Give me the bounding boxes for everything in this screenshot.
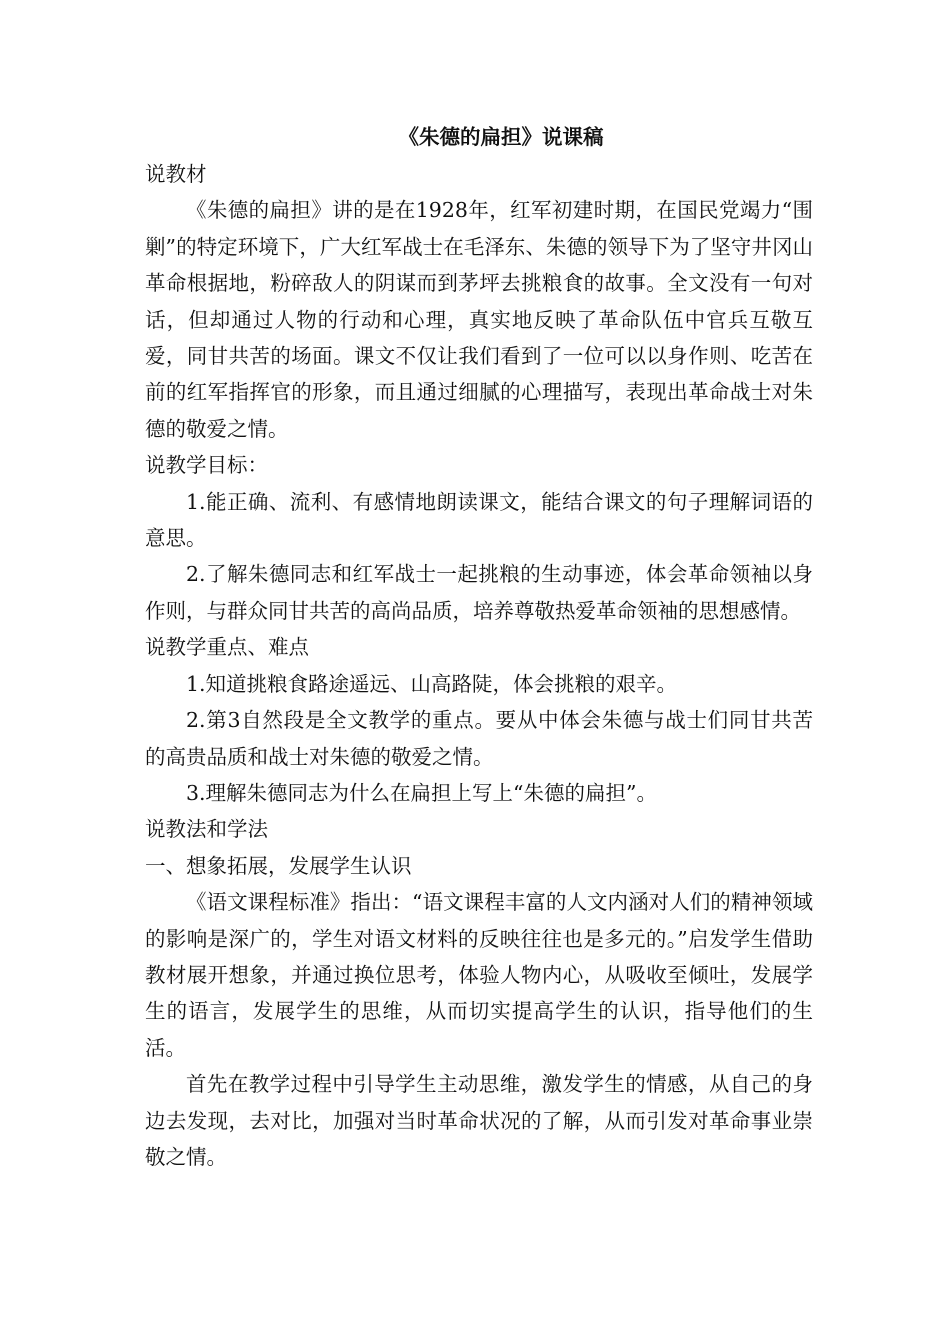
subheading-method-1: 一、想象拓展，发展学生认识 xyxy=(145,853,412,878)
paragraph-key-1: 1.知道挑粮食路途遥远、山高路陡，体会挑粮的艰辛。 xyxy=(186,671,678,696)
paragraph-key-3: 3.理解朱德同志为什么在扁担上写上“朱德的扁担”。 xyxy=(186,780,658,805)
paragraph-key-2: 2.第3自然段是全文教学的重点。要从中体会朱德与战士们同甘共苦的高贵品质和战士对朱德的敬爱之情。 xyxy=(145,708,813,769)
section-heading-material: 说教材 xyxy=(145,162,207,186)
section-heading-goals: 说教学目标： xyxy=(145,453,268,478)
paragraph-material: 《朱德的扁担》讲的是在1928年，红军初建时期，在国民党竭力“围剿”的特定环境下，广大红军战士在毛泽东、朱德的领导下为了坚守井冈山革命根据地，粉碎敌人的阴谋而到茅坪去挑粮食的故事。全文没有一句对话，但却通过人物的行动和心理，真实地反映了革命队伍中官兵互敬互爱，同甘共苦的场面。课文不仅让我们看到了一位可以以身作则、吃苦在前的红军指挥官的形象，而且通过细腻的心理描写，表现出革命战士对朱德的敬爱之情。 xyxy=(145,198,813,441)
paragraph-method-1: 《语文课程标准》指出：“语文课程丰富的人文内涵对人们的精神领域的影响是深广的，学生对语文材料的反映往往也是多元的。”启发学生借助教材展开想象，并通过换位思考，体验人物内心，从吸收至倾吐，发展学生的语言，发展学生的思维，从而切实提高学生的认识，指导他们的生活。 xyxy=(145,890,813,1060)
paragraph-goal-1: 1.能正确、流利、有感情地朗读课文，能结合课文的句子理解词语的意思。 xyxy=(145,489,813,551)
section-heading-key-points: 说教学重点、难点 xyxy=(145,635,309,660)
section-heading-methods: 说教法和学法 xyxy=(145,817,268,842)
document-title: 《朱德的扁担》说课稿 xyxy=(398,125,604,149)
paragraph-method-2: 首先在教学过程中引导学生主动思维，激发学生的情感，从自己的身边去发现，去对比，加强对当时革命状况的了解，从而引发对革命事业崇敬之情。 xyxy=(145,1072,813,1169)
paragraph-goal-2: 2.了解朱德同志和红军战士一起挑粮的生动事迹，体会革命领袖以身作则，与群众同甘共苦的高尚品质，培养尊敬热爱革命领袖的思想感情。 xyxy=(145,562,813,623)
document-page xyxy=(145,118,813,1175)
